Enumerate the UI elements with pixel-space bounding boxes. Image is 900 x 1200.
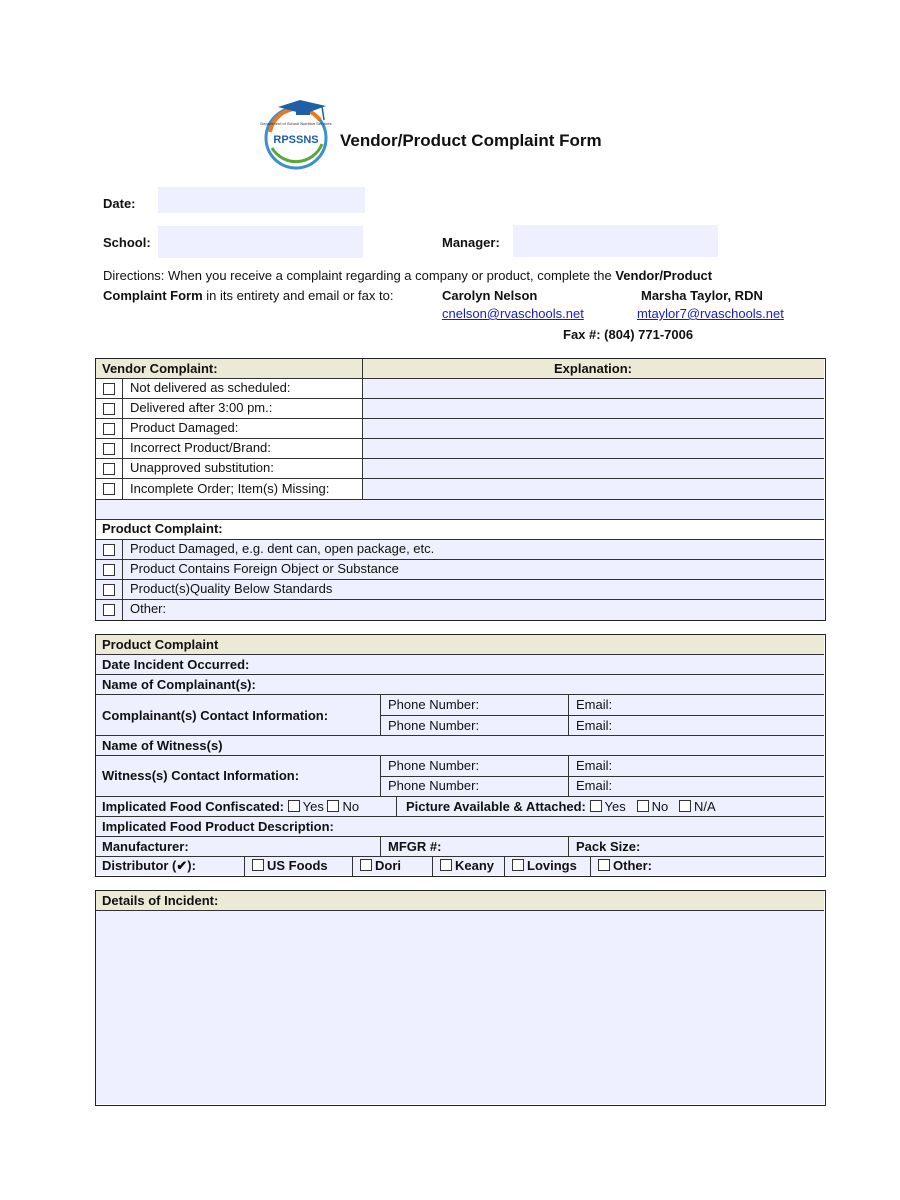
witness-phone-label: Phone Number: — [388, 758, 480, 773]
witness-email-label: Email: — [576, 778, 613, 793]
vendor-checkbox[interactable] — [103, 463, 115, 475]
date-field[interactable] — [158, 187, 365, 213]
product-checkbox[interactable] — [103, 604, 115, 616]
distributor-option — [506, 856, 577, 876]
manager-label: Manager: — [442, 235, 500, 250]
complainant-email-label: Email: — [576, 718, 613, 733]
confiscated-yes-label: Yes — [302, 799, 324, 814]
directions-form-name-2: Complaint Form — [103, 288, 203, 303]
vendor-checkbox[interactable] — [103, 443, 115, 455]
manufacturer-label: Manufacturer: — [102, 839, 189, 854]
complainant-name-label: Name of Complainant(s): — [102, 677, 256, 692]
distributor-name: US Foods — [267, 858, 328, 873]
contact1-name: Carolyn Nelson — [442, 288, 538, 303]
complainant-phone-label: Phone Number: — [388, 697, 480, 712]
confiscated-no-label: No — [342, 799, 360, 814]
picture-yes-label: Yes — [604, 799, 626, 814]
page-title: Vendor/Product Complaint Form — [340, 131, 602, 150]
distributor-name: Lovings — [527, 858, 577, 873]
vendor-item: Delivered after 3:00 pm.: — [130, 400, 273, 415]
distributor-option — [592, 856, 652, 876]
details-table — [95, 890, 826, 1106]
product-item: Product(s)Quality Below Standards — [130, 581, 333, 596]
product-item: Product Contains Foreign Object or Substance — [130, 561, 399, 576]
witness-phone-label: Phone Number: — [388, 778, 480, 793]
vendor-checkbox[interactable] — [103, 403, 115, 415]
complainant-contact-label: Complainant(s) Contact Information: — [102, 708, 329, 723]
details-header: Details of Incident: — [102, 893, 219, 908]
confiscated-yes-checkbox[interactable] — [288, 800, 300, 812]
distributor-name: Dori — [375, 858, 401, 873]
date-label: Date: — [103, 196, 136, 211]
logo-text: RPSSNS — [273, 134, 319, 146]
contact2-name: Marsha Taylor, RDN — [641, 288, 763, 303]
pack-size-label: Pack Size: — [576, 839, 641, 854]
directions-line1 — [103, 266, 803, 286]
vendor-item: Incomplete Order; Item(s) Missing: — [130, 481, 330, 496]
picture-row — [400, 797, 716, 817]
witness-name-label: Name of Witness(s) — [102, 738, 223, 753]
directions-text-2: in its entirety and email or fax to: — [202, 288, 394, 303]
picture-no-checkbox[interactable] — [637, 800, 649, 812]
distributor-option — [246, 856, 328, 876]
distributor-option — [434, 856, 494, 876]
vendor-checkbox[interactable] — [103, 423, 115, 435]
vendor-complaint-table — [95, 358, 826, 621]
product-item: Other: — [130, 601, 167, 616]
contact1-email-link[interactable]: cnelson@rvaschools.net — [442, 306, 584, 321]
directions-form-name: Vendor/Product — [615, 268, 713, 283]
confiscated-label: Implicated Food Confiscated: — [102, 799, 285, 814]
vendor-checkbox[interactable] — [103, 483, 115, 495]
vendor-complaint-header: Vendor Complaint: — [102, 361, 218, 376]
product-item: Product Damaged, e.g. dent can, open package, etc. — [130, 541, 435, 556]
date-incident-label: Date Incident Occurred: — [102, 657, 250, 672]
distributor-option — [354, 856, 401, 876]
distributor-checkbox[interactable] — [252, 859, 264, 871]
school-field[interactable] — [158, 226, 363, 258]
description-label: Implicated Food Product Description: — [102, 819, 334, 834]
vendor-item: Unapproved substitution: — [130, 460, 274, 475]
product-checkbox[interactable] — [103, 584, 115, 596]
confiscated-no-checkbox[interactable] — [327, 800, 339, 812]
details-field[interactable] — [96, 911, 824, 1104]
picture-na-label: N/A — [694, 799, 716, 814]
distributor-checkbox[interactable] — [598, 859, 610, 871]
product-complaint-header: Product Complaint — [102, 637, 219, 652]
distributor-checkbox[interactable] — [440, 859, 452, 871]
vendor-item: Incorrect Product/Brand: — [130, 440, 271, 455]
directions-text: Directions: When you receive a complaint regarding a company or product, complete the — [103, 268, 616, 283]
product-complaint-subheader: Product Complaint: — [102, 521, 223, 536]
vendor-checkbox[interactable] — [103, 383, 115, 395]
picture-no-label: No — [651, 799, 669, 814]
manager-field[interactable] — [513, 225, 718, 257]
witness-contact-label: Witness(s) Contact Information: — [102, 768, 300, 783]
product-checkbox[interactable] — [103, 544, 115, 556]
witness-email-label: Email: — [576, 758, 613, 773]
mfgr-label: MFGR #: — [388, 839, 442, 854]
vendor-item: Not delivered as scheduled: — [130, 380, 291, 395]
school-label: School: — [103, 235, 151, 250]
distributor-label: Distributor (✔): — [102, 858, 196, 873]
complainant-phone-label: Phone Number: — [388, 718, 480, 733]
picture-label: Picture Available & Attached: — [406, 799, 586, 814]
confiscated-row — [96, 797, 359, 817]
directions-line2 — [103, 286, 393, 306]
explanation-header: Explanation: — [553, 361, 632, 376]
fax-number: Fax #: (804) 771-7006 — [563, 327, 694, 342]
vendor-item: Product Damaged: — [130, 420, 239, 435]
rpssns-logo — [260, 92, 342, 174]
product-checkbox[interactable] — [103, 564, 115, 576]
distributor-checkbox[interactable] — [360, 859, 372, 871]
contact2-email-link[interactable]: mtaylor7@rvaschools.net — [637, 306, 784, 321]
distributor-name: Keany — [455, 858, 495, 873]
complainant-email-label: Email: — [576, 697, 613, 712]
picture-yes-checkbox[interactable] — [590, 800, 602, 812]
logo-small-text: Department of School Nutrition Services — [260, 121, 332, 126]
product-complaint-table — [95, 634, 826, 877]
distributor-name: Other: — [613, 858, 652, 873]
picture-na-checkbox[interactable] — [679, 800, 691, 812]
distributor-checkbox[interactable] — [512, 859, 524, 871]
